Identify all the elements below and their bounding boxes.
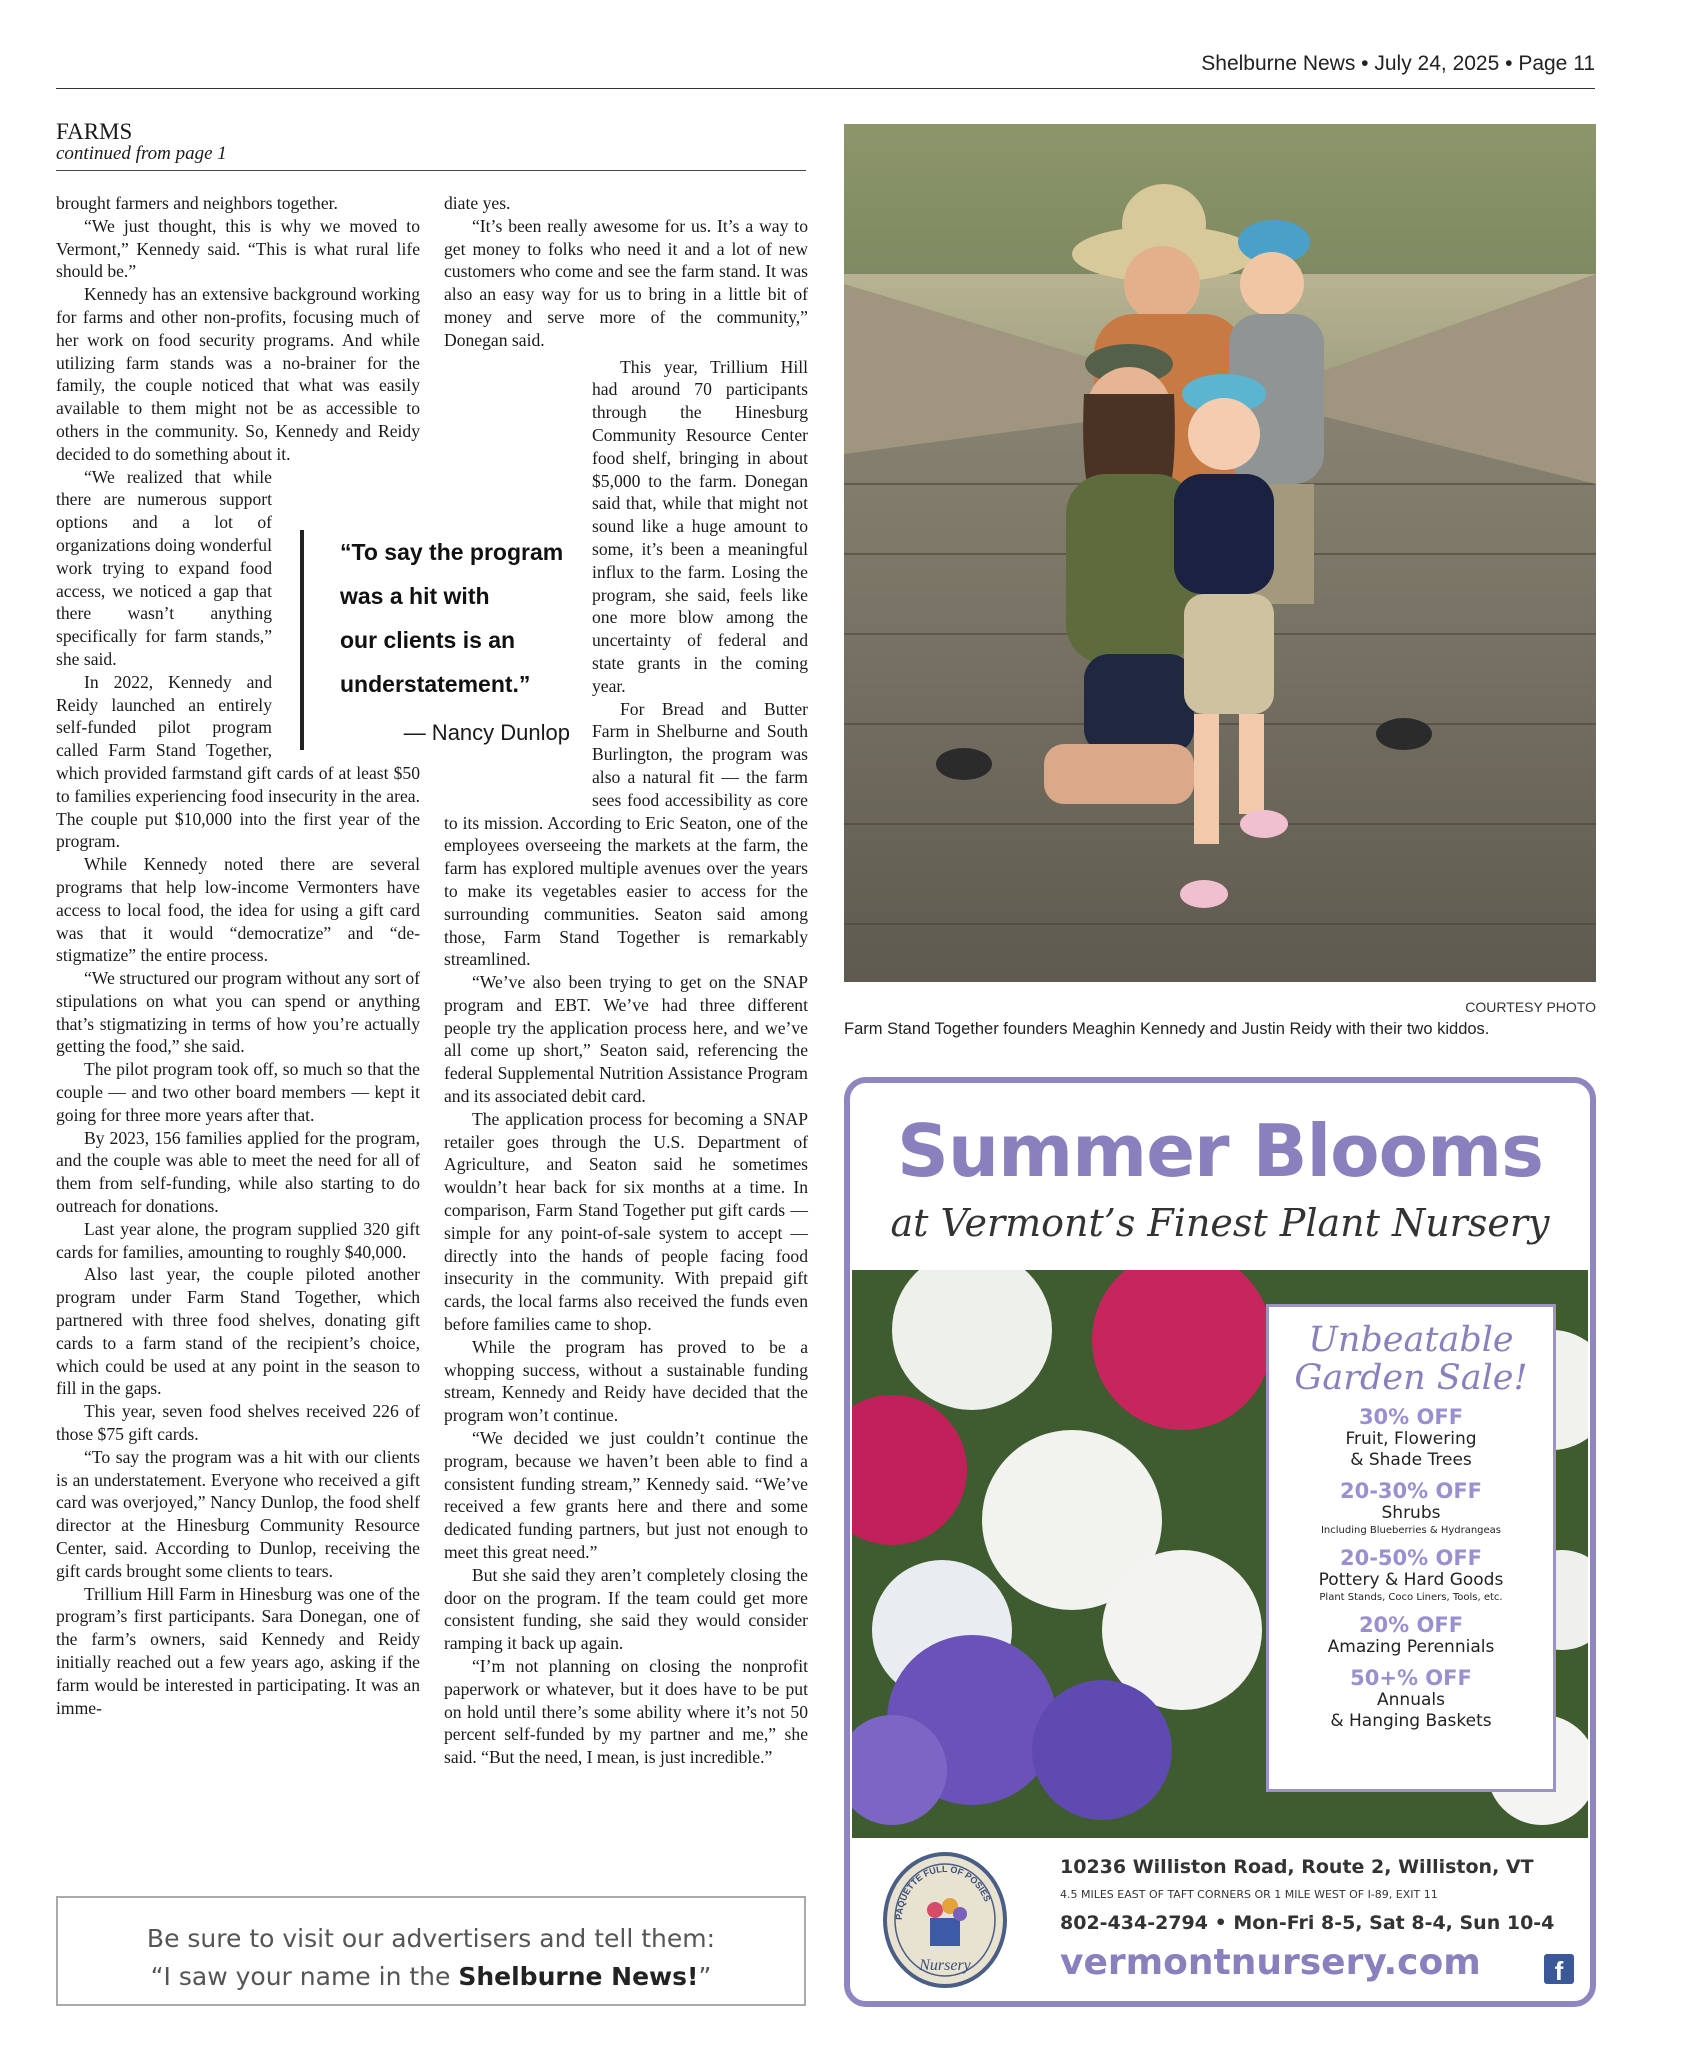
svg-text:PAQUETTE FULL OF POSIES: PAQUETTE FULL OF POSIES bbox=[893, 1863, 993, 1921]
paragraph: The application process for becoming a SNAP retailer goes through the U.S. Department of Agriculture, and Seaton said he sometimes wouldn’t hear back for six months at a time. In comparison, Farm Stand Together put gift cards — simple for any point-of-sale system to accept — directly into the hands of people facing food insecurity in the community. With prepaid gift cards, the local farms also received the funds even before families came to shop. bbox=[444, 1108, 808, 1335]
paragraph: Kennedy has an extensive background working for farms and other non-profits, focusing much of her work on food security programs. And while utilizing farm stands was a no-brainer for the family, the couple noticed that what was easily available to them might not be as accessible to others in the community. So, Kennedy and Reidy decided to do something about it. bbox=[56, 284, 420, 464]
hydrangea-photo bbox=[852, 1270, 1588, 1838]
deal-item: Fruit, Flowering bbox=[1345, 1429, 1477, 1449]
deal-percent: 20-30% OFF bbox=[1339, 1479, 1483, 1503]
deal-item: Annuals bbox=[1377, 1690, 1445, 1710]
masthead: Shelburne News • July 24, 2025 • Page 11 bbox=[56, 44, 1595, 89]
pullquote-line: our clients is an bbox=[340, 627, 516, 653]
ad-title: Summer Blooms bbox=[897, 1109, 1543, 1193]
paragraph: While the program has proved to be a whopping success, without a sustainable funding stream, Kennedy and Reidy have decided that the program won’t continue. bbox=[444, 1336, 808, 1426]
nursery-logo bbox=[880, 1848, 1010, 1993]
paragraph: diate yes. bbox=[444, 193, 511, 213]
paragraph: Last year alone, the program supplied 320 gift cards for families, amounting to roughly $40,000. bbox=[56, 1218, 420, 1262]
paragraph: “To say the program was a hit with our clients is an understatement. Everyone who received a gift card was overjoyed,” Nancy Dunlop, the food shelf director at the Hinesburg Community Resource Center, said. According to Dunlop, receiving the gift cards brought some clients to tears. bbox=[56, 1446, 420, 1581]
pullquote-line: understatement.” bbox=[340, 671, 531, 697]
paragraph: This year, seven food shelves received 226 of those $75 gift cards. bbox=[56, 1401, 420, 1445]
continued-label: continued from page 1 bbox=[56, 143, 227, 164]
paragraph: “We’ve also been trying to get on the SNAP program and EBT. We’ve had three different people try the application process here, and we’ve all come up short,” Seaton said, referencing the federal Supplemental Nutrition Assistance Program and its associated debit card. bbox=[444, 972, 808, 1107]
deal-item: & Shade Trees bbox=[1350, 1450, 1472, 1470]
paragraph: Trillium Hill Farm in Hinesburg was one of the program’s first participants. Sara Donegan, one of the farm’s owners, said Kennedy and Reidy initially reached out a few years ago, asking if the farm would be interested in participating. It was an imme- bbox=[56, 1583, 420, 1718]
paragraph: “We decided we just couldn’t continue the program, because we haven’t been able to find a consistent funding stream,” Kennedy said. “We’ve received a few grants here and there and some dedicated funding partners, but just not enough to meet this great need.” bbox=[444, 1428, 808, 1563]
paragraph: By 2023, 156 families applied for the program, and the couple was able to meet the need for all of them from self-funding, while also starting to do outreach for donations. bbox=[56, 1127, 420, 1217]
nursery-advertisement[interactable] bbox=[844, 1077, 1596, 2007]
nursery-phone-hours: 802-434-2794 • Mon-Fri 8-5, Sat 8-4, Sun 10-4 bbox=[1060, 1912, 1555, 1934]
ad-subtitle: at Vermont’s Finest Plant Nursery bbox=[890, 1201, 1550, 1245]
paragraph: “I’m not planning on closing the nonprofit paperwork or whatever, but it does have to be put on hold until there’s some ability where it’s not 50 percent self-funded by my partner and me,” she said. “But the need, I mean, is just incredible.” bbox=[444, 1656, 808, 1768]
nursery-website-link[interactable]: vermontnursery.com bbox=[1060, 1942, 1481, 1983]
paragraph: The pilot program took off, so much so that the couple — and two other board members — kept it going for three more years after that. bbox=[56, 1059, 420, 1125]
deal-percent: 50+% OFF bbox=[1350, 1666, 1472, 1690]
pullquote-line: was a hit with bbox=[340, 583, 490, 609]
sale-heading: Garden Sale! bbox=[1294, 1358, 1528, 1398]
article-column-2 bbox=[444, 192, 808, 1769]
promo-line-2: “I saw your name in the Shelburne News!” bbox=[150, 1962, 712, 1991]
paragraph: “We realized that while there are numerous support options and a lot of organizations doing wonderful work trying to expand food access, we noticed a gap that there wasn’t anything specifically for farm stands,” she said. bbox=[56, 466, 272, 669]
paper-name: Shelburne News! bbox=[458, 1962, 699, 1991]
section-label: FARMS bbox=[56, 119, 133, 144]
paragraph: “We just thought, this is why we moved to Vermont,” Kennedy said. “This is what rural life should be.” bbox=[56, 215, 420, 282]
pullquote-attribution: — Nancy Dunlop bbox=[403, 720, 570, 745]
pullquote-line: “To say the program bbox=[340, 539, 564, 565]
family-photo bbox=[844, 124, 1596, 982]
paragraph: This year, Trillium Hill had around 70 participants through the Hinesburg Community Resource Center food shelf, bringing in about $5,000 to the farm. Donegan said that, while that might not sound like a huge amount to some, it’s been a meaningful influx to the farm. Losing the program, she said, feels like one more blow among the uncertainty of federal and state grants in the coming year. bbox=[592, 356, 808, 696]
nursery-address: 10236 Williston Road, Route 2, Williston, VT bbox=[1060, 1856, 1534, 1878]
promo-line-1: Be sure to visit our advertisers and tell them: bbox=[146, 1924, 716, 1953]
deal-percent: 20-50% OFF bbox=[1339, 1546, 1483, 1570]
deal-item: Shrubs bbox=[1381, 1503, 1441, 1523]
paragraph: “We structured our program without any sort of stipulations on what you can spend or anything that’s stigmatizing in terms of how you’re actually getting the food,” she said. bbox=[56, 968, 420, 1057]
article-column-1 bbox=[56, 192, 420, 1719]
paragraph: But she said they aren’t completely closing the door on the program. If the team could get more consistent funding, she said they would consider ramping it back up again. bbox=[444, 1564, 808, 1654]
photo-caption: Farm Stand Together founders Meaghin Kennedy and Justin Reidy with their two kiddos. bbox=[844, 1020, 1490, 1038]
ad-footer bbox=[850, 1838, 1590, 2001]
svg-text:Nursery: Nursery bbox=[919, 1957, 971, 1974]
advertiser-promo-box bbox=[56, 1896, 806, 2006]
paragraph: Also last year, the couple piloted another program under Farm Stand Together, which partnered with three food shelves, donating gift cards to a farm stand of the recipient’s choice, which could be used at any point in the season to fill in the gaps. bbox=[56, 1264, 420, 1399]
article-kicker bbox=[56, 120, 806, 171]
deal-note: Plant Stands, Coco Liners, Tools, etc. bbox=[1319, 1592, 1503, 1603]
deal-item: & Hanging Baskets bbox=[1330, 1711, 1492, 1731]
sale-panel bbox=[1266, 1304, 1556, 1792]
paragraph: brought farmers and neighbors together. bbox=[56, 193, 338, 213]
sale-heading: Unbeatable bbox=[1308, 1320, 1514, 1360]
deal-item: Amazing Perennials bbox=[1327, 1637, 1495, 1657]
deal-percent: 20% OFF bbox=[1358, 1613, 1464, 1637]
paragraph: In 2022, Kennedy and Reidy launched an entirely self-funded pilot program called Farm Stand Together, which provided farmstand gift cards of at least $50 to families experiencing food insecurity in the area. The couple put $10,000 into the first year of the program. bbox=[56, 671, 420, 852]
paragraph: While Kennedy noted there are several programs that help low-income Vermonters have access to local food, the idea for using a gift card was that it would “democratize” and “de-stigmatize” the entire process. bbox=[56, 854, 420, 966]
deal-note: Including Blueberries & Hydrangeas bbox=[1320, 1525, 1502, 1536]
paragraph: “It’s been really awesome for us. It’s a way to get money to folks who need it and a lot of new customers who come and see the farm stand. It was also an easy way for us to bring in a little bit of money and serve more of the community,” Donegan said. bbox=[444, 215, 808, 350]
photo-credit: COURTESY PHOTO bbox=[1465, 999, 1596, 1015]
facebook-icon[interactable]: f bbox=[1544, 1954, 1574, 1984]
paragraph: For Bread and Butter Farm in Shelburne and South Burlington, the program was also a natural fit — the farm sees food accessibility as core to its mission. According to Eric Seaton, one of the employees overseeing the markets at the farm, the farm has explored multiple avenues over the years to make its vegetables easier to access for the surrounding communities. Seaton said among those, Farm Stand Together is remarkably streamlined. bbox=[444, 698, 808, 970]
nursery-directions: 4.5 MILES EAST OF TAFT CORNERS OR 1 MILE WEST OF I-89, EXIT 11 bbox=[1060, 1888, 1438, 1901]
deal-item: Pottery & Hard Goods bbox=[1318, 1570, 1504, 1590]
deal-percent: 30% OFF bbox=[1358, 1405, 1464, 1429]
boardwalk-family-image bbox=[844, 124, 1596, 982]
pullquote bbox=[300, 530, 570, 750]
